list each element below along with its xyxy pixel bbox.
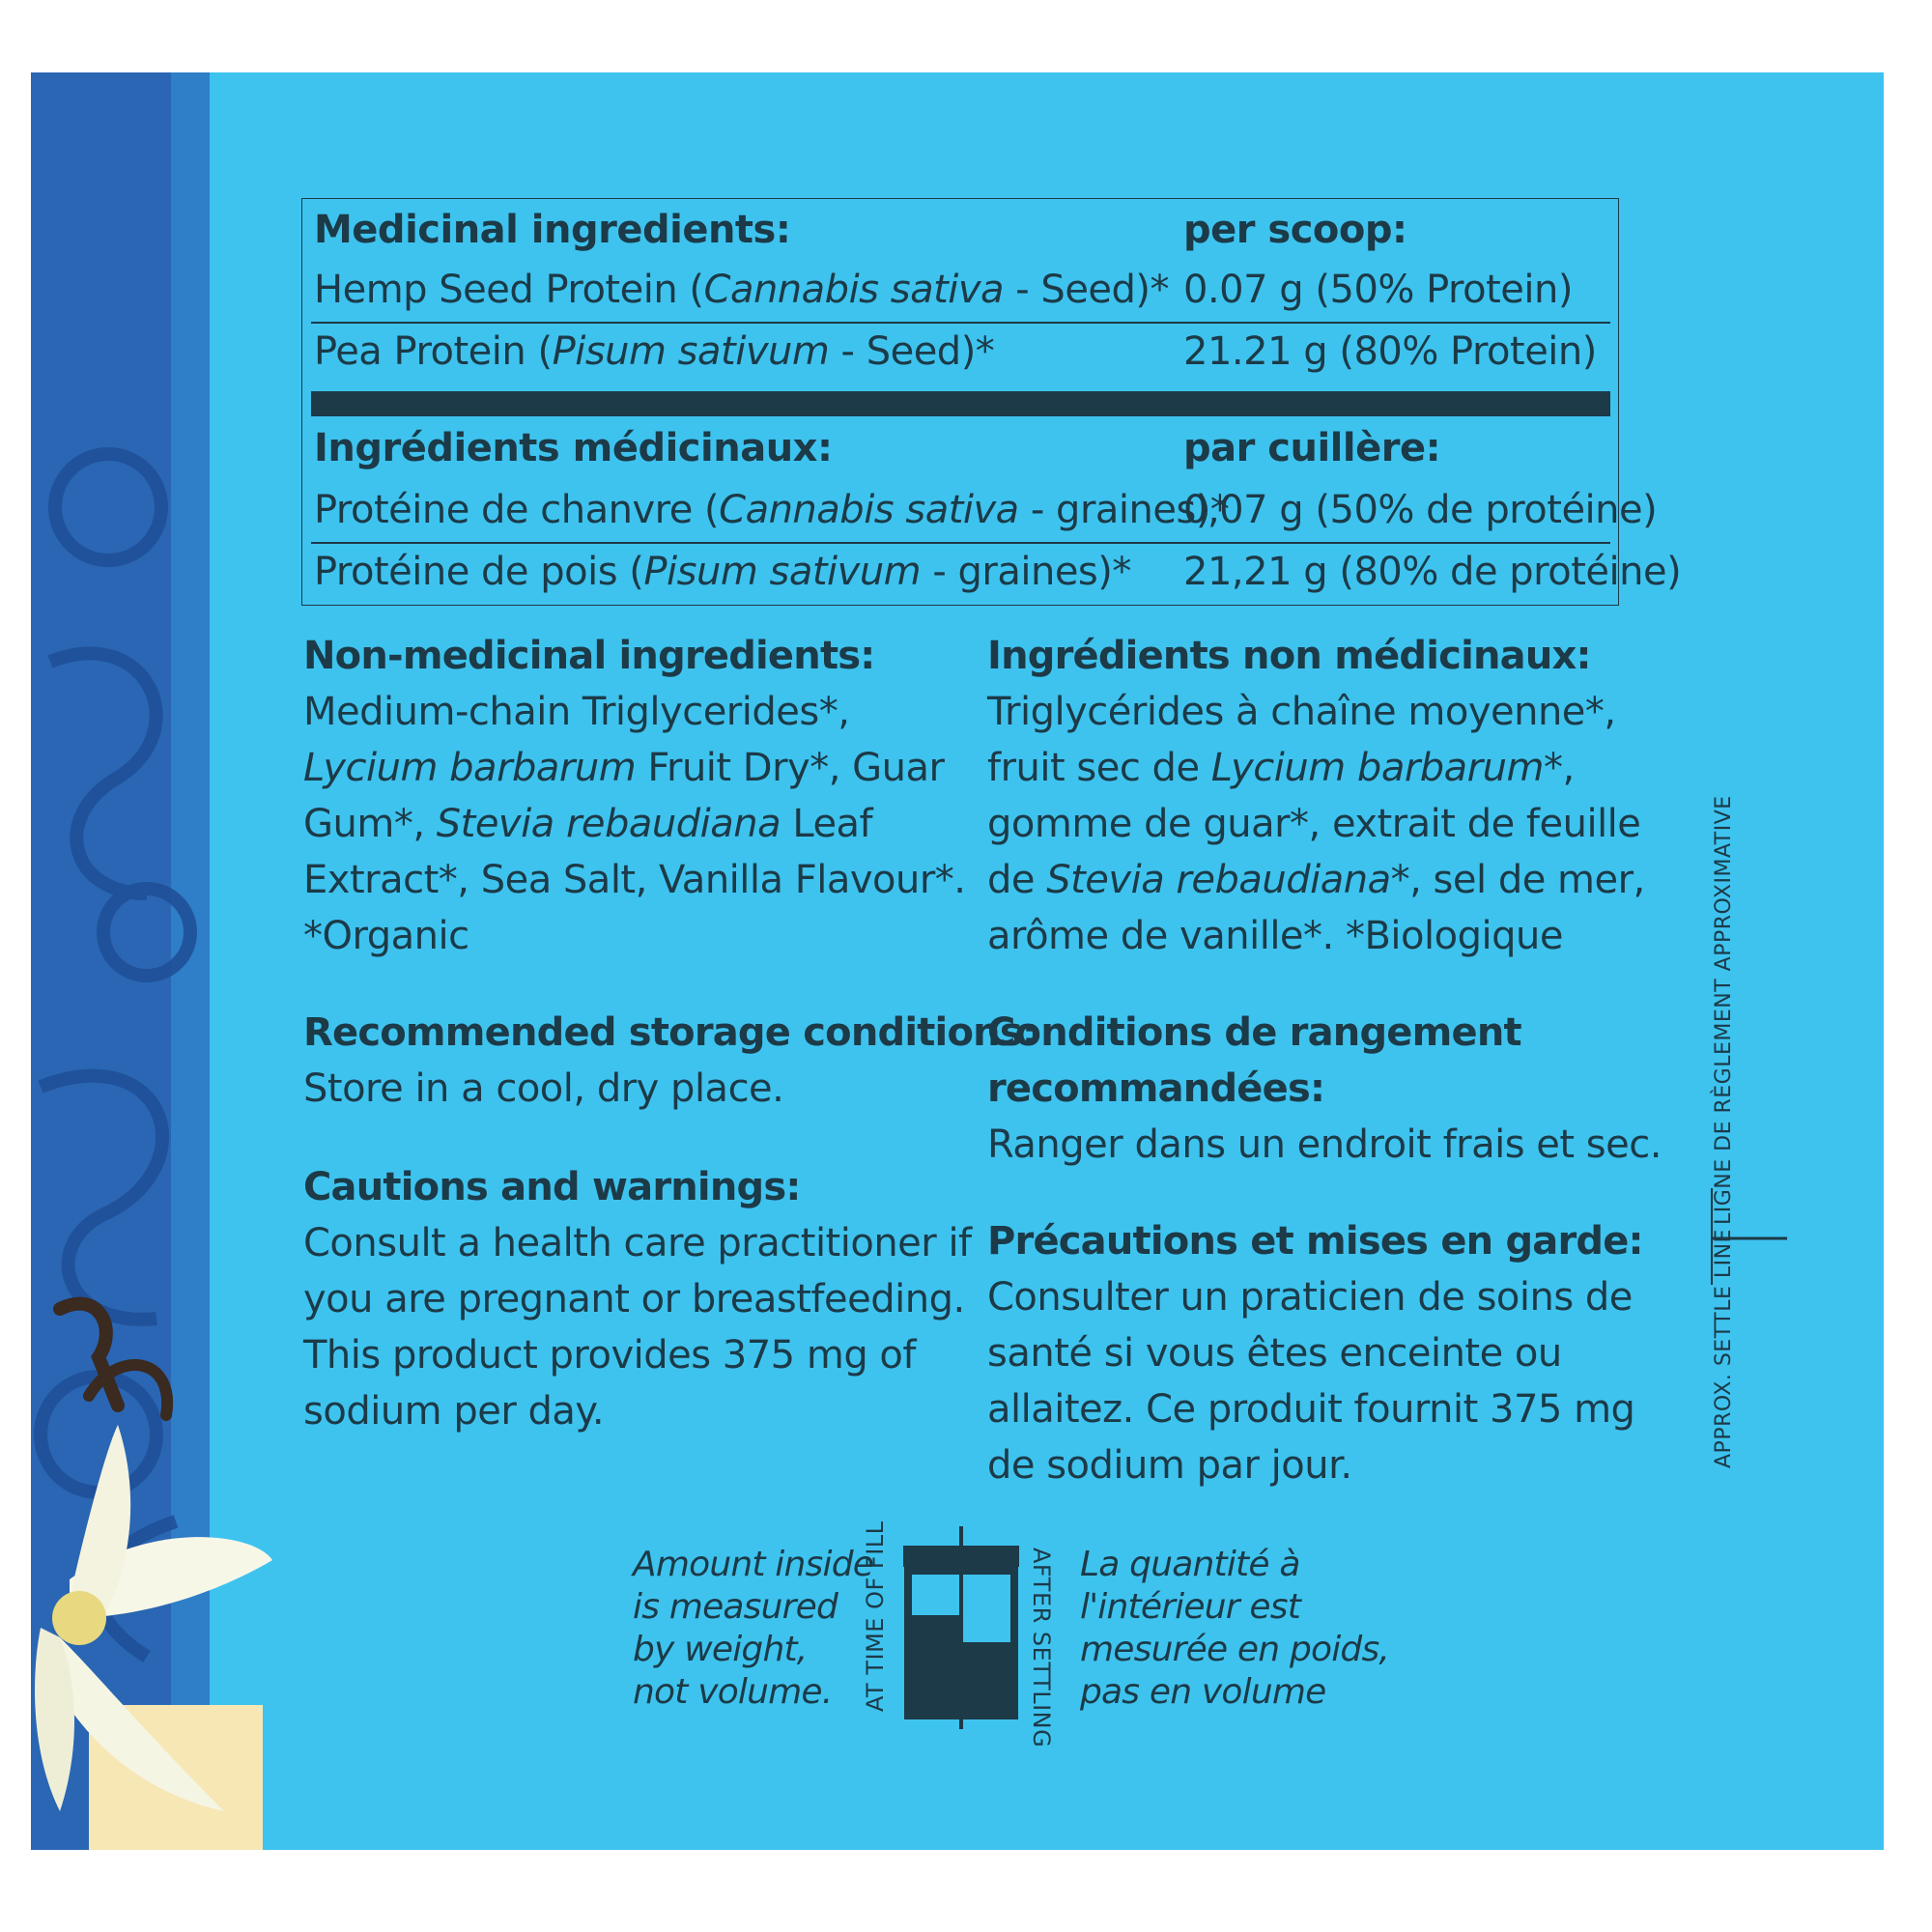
table-row: Protéine de pois (Pisum sativum - graines)* — [314, 550, 1131, 594]
section-line: santé si vous êtes enceinte ou — [987, 1331, 1562, 1376]
section-line: de Stevia rebaudiana*, sel de mer, — [987, 858, 1645, 902]
section-line: Ranger dans un endroit frais et sec. — [987, 1122, 1662, 1167]
section-heading: Recommended storage conditions: — [303, 1010, 1037, 1055]
table-row: Hemp Seed Protein (Cannabis sativa - Seed)* — [314, 268, 1170, 312]
section-heading: Ingrédients non médicinaux: — [987, 634, 1591, 678]
section-line: allaitez. Ce produit fournit 375 mg — [987, 1387, 1635, 1432]
storage-section-fr — [987, 1005, 1662, 1173]
section-line: Lycium barbarum Fruit Dry*, Guar — [303, 746, 945, 790]
section-line: Medium-chain Triglycerides*, — [303, 690, 850, 734]
table-divider — [311, 322, 1610, 324]
section-heading: Précautions et mises en garde: — [987, 1219, 1643, 1264]
language-separator-bar — [311, 391, 1610, 416]
section-line: gomme de guar*, extrait de feuille — [987, 802, 1641, 846]
par-cuillere-heading: par cuillère: — [1183, 426, 1441, 470]
row-amount: 21.21 g (80% Protein) — [1183, 329, 1597, 374]
storage-section-en — [303, 1005, 1037, 1117]
table-row: Protéine de chanvre (Cannabis sativa - graines)* — [314, 488, 1230, 532]
row-amount: 0,07 g (50% de protéine) — [1183, 488, 1658, 532]
amount-note-line: by weight, — [633, 1630, 808, 1669]
section-heading: recommandées: — [987, 1066, 1325, 1111]
table-row: Pea Protein (Pisum sativum - Seed)* — [314, 329, 995, 374]
cautions-section-fr — [987, 1213, 1643, 1493]
section-line: This product provides 375 mg of — [303, 1333, 916, 1378]
section-line: fruit sec de Lycium barbarum*, — [987, 746, 1575, 790]
settle-line-label-fr: LIGNE DE RÈGLEMENT APPROXIMATIVE — [1712, 795, 1736, 1225]
section-line: *Organic — [303, 914, 469, 958]
jar-label-fill: AT TIME OF FILL — [862, 1520, 889, 1712]
table-divider — [311, 542, 1610, 544]
medicinal-heading-en: Medicinal ingredients: — [314, 208, 791, 252]
section-heading: Cautions and warnings: — [303, 1165, 801, 1209]
section-line: Extract*, Sea Salt, Vanilla Flavour*. — [303, 858, 966, 902]
section-line: Store in a cool, dry place. — [303, 1066, 784, 1111]
medicinal-heading-fr: Ingrédients médicinaux: — [314, 426, 833, 470]
container-top — [39, 0, 1903, 72]
vanilla-flower-image — [31, 1270, 321, 1850]
non-medicinal-section-fr — [987, 628, 1645, 964]
amount-note-line: La quantité à — [1080, 1545, 1300, 1584]
container-bottom — [39, 1850, 1903, 1932]
per-scoop-heading: per scoop: — [1183, 208, 1407, 252]
section-line: de sodium par jour. — [987, 1443, 1352, 1488]
amount-note-line: pas en volume — [1080, 1672, 1326, 1712]
section-line: Consult a health care practitioner if — [303, 1221, 972, 1265]
section-line: Gum*, Stevia rebaudiana Leaf — [303, 802, 873, 846]
amount-note-line: l'intérieur est — [1080, 1587, 1301, 1627]
amount-note-line: Amount inside — [633, 1545, 874, 1584]
section-line: arôme de vanille*. *Biologique — [987, 914, 1563, 958]
section-line: Consulter un praticien de soins de — [987, 1275, 1633, 1320]
jar-label-settling: AFTER SETTLING — [1028, 1548, 1055, 1748]
section-heading: Non-medicinal ingredients: — [303, 634, 875, 678]
amount-note-line: mesurée en poids, — [1080, 1630, 1390, 1669]
amount-note-line: is measured — [633, 1587, 838, 1627]
row-amount: 0.07 g (50% Protein) — [1183, 268, 1573, 312]
cautions-section-en — [303, 1159, 972, 1439]
section-heading: Conditions de rangement — [987, 1010, 1521, 1055]
non-medicinal-section-en — [303, 628, 966, 964]
amount-note-line: not volume. — [633, 1672, 833, 1712]
section-line: Triglycérides à chaîne moyenne*, — [987, 690, 1616, 734]
settle-line-label-en: APPROX. SETTLE LINE — [1712, 1229, 1736, 1468]
section-line: sodium per day. — [303, 1389, 605, 1434]
section-line: you are pregnant or breastfeeding. — [303, 1277, 965, 1321]
row-amount: 21,21 g (80% de protéine) — [1183, 550, 1682, 594]
